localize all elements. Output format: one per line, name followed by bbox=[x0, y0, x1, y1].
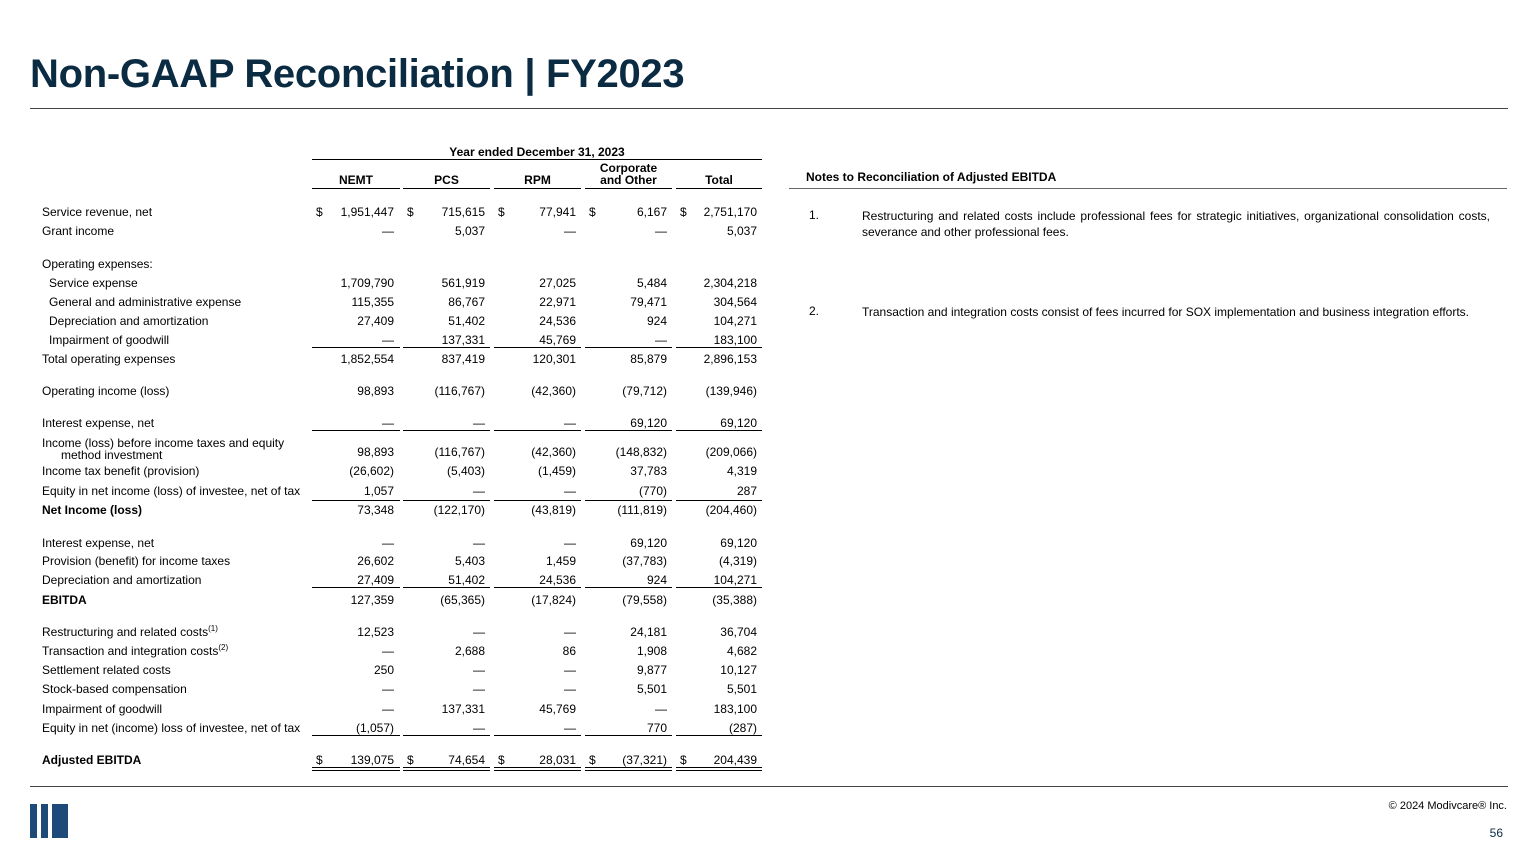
row-label bbox=[42, 501, 142, 519]
column-header-underline bbox=[494, 188, 581, 189]
row-label-text: Depreciation and amortization bbox=[49, 314, 209, 328]
row-label-text: Income tax benefit (provision) bbox=[42, 464, 200, 478]
table-cell: (79,558) bbox=[622, 593, 667, 607]
row-label-text: Total operating expenses bbox=[42, 352, 176, 366]
logo-bar bbox=[52, 804, 68, 838]
table-cell: (770) bbox=[638, 484, 667, 498]
row-label-text: Equity in net (income) loss of investee, net of tax bbox=[42, 721, 301, 735]
subtotal-line bbox=[403, 430, 490, 431]
table-cell: — bbox=[473, 536, 485, 550]
table-cell: — bbox=[564, 536, 576, 550]
table-cell: (204,460) bbox=[705, 503, 757, 517]
table-cell: (65,365) bbox=[440, 593, 485, 607]
table-cell: 5,403 bbox=[454, 554, 485, 568]
table-cell: 561,919 bbox=[441, 276, 485, 290]
footnote-marker: (2) bbox=[218, 643, 229, 652]
subtotal-line bbox=[312, 735, 400, 736]
note-2-number: 2. bbox=[809, 304, 820, 318]
row-label-text: Settlement related costs bbox=[42, 663, 171, 677]
logo-bar bbox=[41, 804, 48, 838]
table-cell: 24,181 bbox=[630, 625, 667, 639]
row-label-text: Operating expenses: bbox=[42, 257, 153, 271]
table-cell: 10,127 bbox=[720, 663, 757, 677]
total-double-line bbox=[312, 770, 400, 771]
table-cell: 5,501 bbox=[636, 682, 667, 696]
row-label-text: Operating income (loss) bbox=[42, 384, 170, 398]
table-cell: (42,360) bbox=[531, 384, 576, 398]
table-cell: (35,388) bbox=[712, 593, 757, 607]
table-cell: (79,712) bbox=[622, 384, 667, 398]
page-number: 56 bbox=[1489, 826, 1503, 840]
table-row bbox=[42, 350, 782, 368]
currency-symbol: $ bbox=[589, 753, 596, 767]
table-cell: — bbox=[473, 663, 485, 677]
table-cell: 6,167 bbox=[636, 205, 667, 219]
table-cell: 183,100 bbox=[713, 702, 757, 716]
table-cell: 715,615 bbox=[441, 205, 485, 219]
table-cell: — bbox=[473, 484, 485, 498]
subtotal-line bbox=[585, 347, 672, 348]
subtotal-line bbox=[494, 347, 581, 348]
table-cell: — bbox=[655, 333, 667, 347]
currency-symbol: $ bbox=[680, 205, 687, 219]
company-logo-icon bbox=[30, 804, 68, 838]
table-cell: 137,331 bbox=[441, 333, 485, 347]
row-label-text: Service expense bbox=[49, 276, 138, 290]
table-cell: 183,100 bbox=[713, 333, 757, 347]
table-cell: — bbox=[473, 416, 485, 430]
subtotal-line bbox=[676, 430, 762, 431]
row-label-line1: Income (loss) before income taxes and equity bbox=[42, 436, 285, 450]
note-1-number: 1. bbox=[809, 208, 820, 222]
table-cell: (37,783) bbox=[622, 554, 667, 568]
subtotal-line bbox=[312, 587, 400, 588]
table-cell: 837,419 bbox=[441, 352, 485, 366]
row-label bbox=[42, 534, 154, 552]
table-cell: 28,031 bbox=[539, 753, 576, 767]
table-cell: — bbox=[564, 721, 576, 735]
table-row bbox=[42, 534, 782, 552]
note-2-text: Transaction and integration costs consist of fees incurred for SOX implementation and business integration efforts. bbox=[862, 305, 1469, 319]
table-cell: 86,767 bbox=[448, 295, 485, 309]
subtotal-line bbox=[494, 430, 581, 431]
table-cell: 2,751,170 bbox=[703, 205, 757, 219]
table-cell: 79,471 bbox=[630, 295, 667, 309]
table-cell: — bbox=[473, 682, 485, 696]
table-cell: 45,769 bbox=[539, 333, 576, 347]
table-cell: — bbox=[382, 224, 394, 238]
row-label-line2: method investment bbox=[61, 448, 163, 462]
table-cell: 51,402 bbox=[448, 314, 485, 328]
table-cell: 104,271 bbox=[713, 314, 757, 328]
currency-symbol: $ bbox=[498, 753, 505, 767]
table-cell: (26,602) bbox=[349, 464, 394, 478]
column-header-underline bbox=[585, 188, 672, 189]
table-cell: — bbox=[382, 682, 394, 696]
row-label-text: Interest expense, net bbox=[42, 416, 155, 430]
period-header: Year ended December 31, 2023 bbox=[449, 145, 625, 159]
table-cell: 45,769 bbox=[539, 702, 576, 716]
table-cell: — bbox=[382, 333, 394, 347]
copyright-text: © 2024 Modivcare® Inc. bbox=[1388, 800, 1507, 812]
table-cell: 26,602 bbox=[357, 554, 394, 568]
table-row bbox=[42, 501, 782, 519]
table-row bbox=[42, 482, 782, 500]
table-cell: 9,877 bbox=[636, 663, 667, 677]
table-cell: 5,037 bbox=[726, 224, 757, 238]
table-row bbox=[42, 462, 782, 480]
row-label-text: Provision (benefit) for income taxes bbox=[42, 554, 231, 568]
row-label bbox=[42, 462, 199, 480]
column-header-total: Total bbox=[705, 173, 733, 187]
subtotal-line bbox=[676, 587, 762, 588]
row-label bbox=[49, 312, 208, 330]
row-label bbox=[42, 700, 162, 718]
table-cell: 85,879 bbox=[630, 352, 667, 366]
table-cell: 36,704 bbox=[720, 625, 757, 639]
row-label-text: General and administrative expense bbox=[49, 295, 242, 309]
row-label bbox=[42, 414, 154, 432]
row-label-text: EBITDA bbox=[42, 593, 87, 607]
table-cell: (111,819) bbox=[617, 503, 667, 517]
total-double-line bbox=[494, 770, 581, 771]
subtotal-line bbox=[585, 587, 672, 588]
table-cell: (37,321) bbox=[622, 753, 667, 767]
table-cell: 12,523 bbox=[357, 625, 394, 639]
table-cell: — bbox=[655, 702, 667, 716]
table-cell: (43,819) bbox=[531, 503, 576, 517]
row-label bbox=[42, 571, 201, 589]
table-cell: 27,409 bbox=[357, 314, 394, 328]
table-cell: (1,459) bbox=[537, 464, 576, 478]
column-header-underline bbox=[676, 188, 762, 189]
table-cell: 204,439 bbox=[713, 753, 757, 767]
row-label-text: Depreciation and amortization bbox=[42, 573, 202, 587]
table-cell: 22,971 bbox=[539, 295, 576, 309]
table-cell: (17,824) bbox=[531, 593, 576, 607]
table-cell: 5,501 bbox=[726, 682, 757, 696]
table-cell: 69,120 bbox=[720, 416, 757, 430]
total-double-line bbox=[312, 767, 400, 768]
table-cell: 2,688 bbox=[454, 644, 485, 658]
row-label bbox=[42, 382, 169, 400]
table-cell: 73,348 bbox=[357, 503, 394, 517]
subtotal-line bbox=[494, 587, 581, 588]
subtotal-line bbox=[403, 347, 490, 348]
table-cell: — bbox=[564, 484, 576, 498]
notes-title: Notes to Reconciliation of Adjusted EBITDA bbox=[806, 170, 1057, 184]
table-cell: — bbox=[473, 721, 485, 735]
table-cell: (148,832) bbox=[615, 445, 667, 459]
table-cell: 250 bbox=[373, 663, 394, 677]
table-cell: — bbox=[382, 702, 394, 716]
column-header-corporate-line1: Corporate bbox=[599, 161, 658, 175]
subtotal-line bbox=[676, 347, 762, 348]
row-label bbox=[42, 437, 284, 461]
total-double-line bbox=[403, 767, 490, 768]
currency-symbol: $ bbox=[316, 205, 323, 219]
table-cell: 98,893 bbox=[357, 384, 394, 398]
subtotal-line bbox=[494, 735, 581, 736]
logo-bar bbox=[30, 804, 37, 838]
table-cell: (1,057) bbox=[355, 721, 394, 735]
table-cell: 1,908 bbox=[636, 644, 667, 658]
table-cell: 27,025 bbox=[539, 276, 576, 290]
table-cell: (139,946) bbox=[705, 384, 757, 398]
table-cell: 5,484 bbox=[636, 276, 667, 290]
table-cell: 770 bbox=[646, 721, 667, 735]
table-cell: — bbox=[382, 536, 394, 550]
row-label bbox=[42, 255, 153, 273]
row-label-text: Service revenue, net bbox=[42, 205, 153, 219]
page-title: Non-GAAP Reconciliation | FY2023 bbox=[30, 52, 685, 96]
row-label-text: Impairment of goodwill bbox=[42, 702, 163, 716]
note-1-text: Restructuring and related costs include professional fees for strategic initiatives, organizational consolidation costs, severance and other professional fees. bbox=[862, 209, 1490, 239]
table-row bbox=[42, 203, 782, 221]
table-cell: — bbox=[382, 416, 394, 430]
table-cell: 139,075 bbox=[350, 753, 394, 767]
table-cell: 924 bbox=[646, 573, 667, 587]
table-row bbox=[42, 680, 782, 698]
table-cell: 37,783 bbox=[630, 464, 667, 478]
table-row bbox=[42, 700, 782, 718]
table-cell: 1,459 bbox=[545, 554, 576, 568]
table-row bbox=[42, 552, 782, 570]
total-double-line bbox=[403, 770, 490, 771]
total-double-line bbox=[676, 767, 762, 768]
column-header-corporate-line2: and Other bbox=[600, 173, 657, 187]
row-label bbox=[42, 222, 114, 240]
row-label bbox=[42, 680, 187, 698]
table-cell: (4,319) bbox=[718, 554, 757, 568]
table-cell: 86 bbox=[562, 644, 576, 658]
column-header-underline bbox=[312, 188, 400, 189]
table-cell: 127,359 bbox=[350, 593, 394, 607]
table-row bbox=[42, 661, 782, 679]
row-label bbox=[42, 751, 141, 769]
table-cell: (122,170) bbox=[433, 503, 485, 517]
table-row bbox=[42, 312, 782, 330]
table-cell: 98,893 bbox=[357, 445, 394, 459]
table-cell: 51,402 bbox=[448, 573, 485, 587]
notes-title-underline bbox=[789, 188, 1507, 189]
currency-symbol: $ bbox=[316, 753, 323, 767]
table-cell: 5,037 bbox=[454, 224, 485, 238]
table-cell: (116,767) bbox=[434, 445, 485, 459]
row-label bbox=[49, 274, 138, 292]
column-header-nemt: NEMT bbox=[339, 173, 373, 187]
column-header-pcs: PCS bbox=[434, 173, 459, 187]
row-label-text: Interest expense, net bbox=[42, 536, 155, 550]
column-header-underline bbox=[403, 188, 490, 189]
row-label-text: Net Income (loss) bbox=[42, 503, 143, 517]
row-label bbox=[49, 331, 169, 349]
table-cell: 69,120 bbox=[720, 536, 757, 550]
table-row bbox=[42, 293, 782, 311]
table-row bbox=[42, 642, 782, 660]
currency-symbol: $ bbox=[498, 205, 505, 219]
total-double-line bbox=[676, 770, 762, 771]
table-cell: 69,120 bbox=[630, 416, 667, 430]
table-cell: (116,767) bbox=[434, 384, 485, 398]
table-row bbox=[42, 382, 782, 400]
table-cell: 115,355 bbox=[351, 295, 394, 309]
table-cell: 1,057 bbox=[363, 484, 394, 498]
table-cell: 27,409 bbox=[357, 573, 394, 587]
table-cell: 4,682 bbox=[726, 644, 757, 658]
period-header-underline bbox=[312, 159, 762, 160]
table-cell: 137,331 bbox=[441, 702, 485, 716]
total-double-line bbox=[585, 770, 672, 771]
table-cell: 2,896,153 bbox=[703, 352, 757, 366]
currency-symbol: $ bbox=[407, 753, 414, 767]
row-label bbox=[42, 623, 218, 641]
table-row bbox=[42, 222, 782, 240]
row-label-text: Stock-based compensation bbox=[42, 682, 187, 696]
row-label-text: Adjusted EBITDA bbox=[42, 753, 142, 767]
table-cell: — bbox=[564, 416, 576, 430]
row-label-text: Restructuring and related costs bbox=[42, 625, 209, 639]
table-cell: 24,536 bbox=[539, 573, 576, 587]
column-header-rpm: RPM bbox=[524, 173, 551, 187]
table-cell: — bbox=[564, 663, 576, 677]
row-label bbox=[42, 350, 175, 368]
table-cell: 120,301 bbox=[532, 352, 576, 366]
subtotal-line bbox=[403, 587, 490, 588]
table-cell: 2,304,218 bbox=[703, 276, 757, 290]
table-cell: 1,852,554 bbox=[340, 352, 394, 366]
subtotal-line bbox=[403, 735, 490, 736]
currency-symbol: $ bbox=[407, 205, 414, 219]
footer-divider bbox=[30, 786, 1508, 787]
table-cell: 1,951,447 bbox=[340, 205, 394, 219]
table-cell: (5,403) bbox=[446, 464, 485, 478]
table-cell: — bbox=[655, 224, 667, 238]
row-label bbox=[49, 293, 241, 311]
table-cell: — bbox=[564, 682, 576, 696]
footnote-marker: (1) bbox=[208, 624, 218, 633]
row-label bbox=[42, 642, 228, 660]
total-double-line bbox=[494, 767, 581, 768]
subtotal-line bbox=[585, 735, 672, 736]
row-label bbox=[42, 552, 230, 570]
table-row bbox=[42, 623, 782, 641]
column-header-corporate bbox=[585, 162, 672, 186]
row-label bbox=[42, 661, 171, 679]
table-cell: 74,654 bbox=[448, 753, 485, 767]
table-cell: — bbox=[564, 625, 576, 639]
subtotal-line bbox=[585, 430, 672, 431]
currency-symbol: $ bbox=[589, 205, 596, 219]
subtotal-line bbox=[312, 430, 400, 431]
table-cell: 69,120 bbox=[630, 536, 667, 550]
table-cell: 924 bbox=[646, 314, 667, 328]
currency-symbol: $ bbox=[680, 753, 687, 767]
row-label-text: Transaction and integration costs bbox=[42, 644, 219, 658]
total-double-line bbox=[585, 767, 672, 768]
row-label bbox=[42, 719, 300, 737]
table-cell: 1,709,790 bbox=[340, 276, 394, 290]
row-label bbox=[42, 591, 87, 609]
subtotal-line bbox=[676, 735, 762, 736]
table-cell: 104,271 bbox=[713, 573, 757, 587]
table-cell: — bbox=[564, 224, 576, 238]
row-label-text: Impairment of goodwill bbox=[49, 333, 170, 347]
table-cell: (209,066) bbox=[705, 445, 757, 459]
row-label bbox=[42, 482, 300, 500]
row-label bbox=[42, 203, 152, 221]
table-cell: — bbox=[382, 644, 394, 658]
table-cell: 304,564 bbox=[713, 295, 757, 309]
table-cell: (42,360) bbox=[531, 445, 576, 459]
table-cell: 287 bbox=[736, 484, 757, 498]
table-row bbox=[42, 591, 782, 609]
table-row bbox=[42, 436, 782, 462]
row-label-text: Grant income bbox=[42, 224, 115, 238]
table-row bbox=[42, 274, 782, 292]
table-cell: — bbox=[473, 625, 485, 639]
table-cell: 4,319 bbox=[726, 464, 757, 478]
table-cell: (287) bbox=[728, 721, 757, 735]
reconciliation-table bbox=[0, 0, 780, 780]
row-label-text: Equity in net income (loss) of investee, net of tax bbox=[42, 484, 301, 498]
table-cell: 24,536 bbox=[539, 314, 576, 328]
subtotal-line bbox=[312, 347, 400, 348]
table-cell: 77,941 bbox=[539, 205, 576, 219]
table-row bbox=[42, 255, 782, 273]
